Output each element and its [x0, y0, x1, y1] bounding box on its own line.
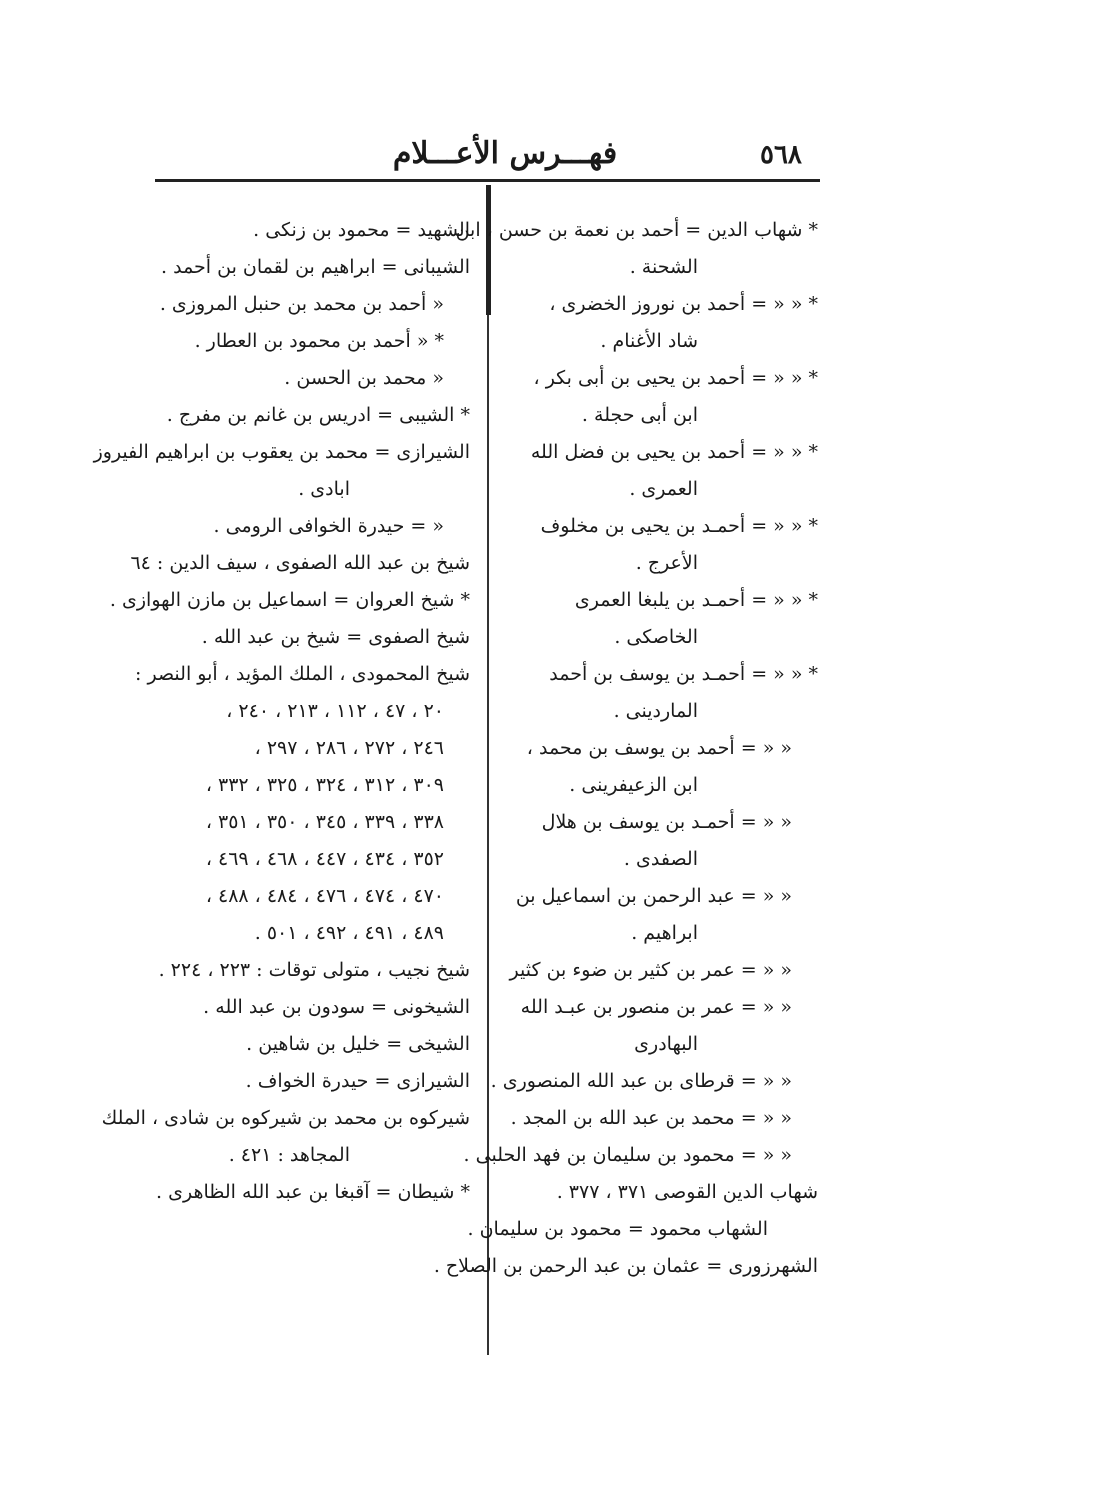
- index-entry-line: * الشيبى = ادريس بن غانم بن مفرج .: [166, 404, 470, 426]
- index-entry-line: « « = عمر بن منصور بن عبـد الله: [520, 996, 792, 1018]
- index-entry-line: * « « = أحمـد بن يحيى بن مخلوف: [540, 515, 818, 537]
- header-rule: [155, 179, 820, 182]
- index-entry-line: الأعرج .: [635, 552, 698, 574]
- index-entry-line: « « = محمد بن عبد الله بن المجد .: [510, 1107, 792, 1129]
- index-entry-line: « « = أحمـد بن يوسف بن هلال: [541, 811, 792, 833]
- index-entry-line: « « = عمر بن كثير بن ضوء بن كثير: [509, 959, 792, 981]
- page-header-title: فهـــرس الأعـــلام: [392, 136, 618, 171]
- index-entry-line: ٤٧٠ ، ٤٧٤ ، ٤٧٦ ، ٤٨٤ ، ٤٨٨ ،: [205, 885, 444, 907]
- index-entry-line: الماردينى .: [613, 700, 698, 722]
- index-entry-line: الشيرازى = حيدرة الخواف .: [245, 1070, 470, 1092]
- index-entry-line: الخاصكى .: [614, 626, 698, 648]
- index-entry-line: * شيطان = آقبغا بن عبد الله الظاهرى .: [156, 1181, 470, 1203]
- index-entry-line: * « أحمد بن محمود بن العطار .: [194, 330, 444, 352]
- index-entry-line: الشحنة .: [629, 256, 698, 278]
- index-entry-line: * « « = أحمد بن يحيى بن فضل الله: [530, 441, 818, 463]
- index-entry-line: الشيخى = خليل بن شاهين .: [246, 1033, 470, 1055]
- index-entry-line: ٢٤٦ ، ٢٧٢ ، ٢٨٦ ، ٢٩٧ ،: [254, 737, 444, 759]
- index-entry-line: الصفدى .: [623, 848, 698, 870]
- index-entry-line: ابراهيم .: [631, 922, 698, 944]
- index-entry-line: « « = قرطاى بن عبد الله المنصورى .: [490, 1070, 792, 1092]
- index-entry-line: الشهيد = محمود بن زنكى .: [253, 219, 470, 241]
- index-entry-line: * « « = أحمـد بن يوسف بن أحمد: [549, 663, 818, 685]
- index-entry-line: « محمد بن الحسن .: [284, 367, 444, 389]
- index-entry-line: شهاب الدين القوصى ٣٧١ ، ٣٧٧ .: [556, 1181, 818, 1203]
- left-column: [93, 212, 470, 1211]
- index-entry-line: الشيخونى = سودون بن عبد الله .: [203, 996, 470, 1018]
- index-entry-line: ٤٨٩ ، ٤٩١ ، ٤٩٢ ، ٥٠١ .: [254, 922, 444, 944]
- index-entry-line: « أحمد بن محمد بن حنبل المروزى .: [159, 293, 444, 315]
- index-entry-line: الشهاب محمود = محمود بن سليمان .: [467, 1218, 768, 1240]
- page-number: ٥٦٨: [760, 140, 802, 170]
- index-entry-line: المجاهد : ٤٢١ .: [228, 1144, 350, 1166]
- index-entry-line: * شيخ العروان = اسماعيل بن مازن الهوازى .: [109, 589, 470, 611]
- index-entry-line: شيخ الصفوى = شيخ بن عبد الله .: [201, 626, 470, 648]
- index-entry-line: * « « = أحمـد بن يلبغا العمرى: [574, 589, 818, 611]
- index-entry-line: ٣٣٨ ، ٣٣٩ ، ٣٤٥ ، ٣٥٠ ، ٣٥١ ،: [205, 811, 444, 833]
- index-entry-line: العمرى .: [629, 478, 698, 500]
- index-entry-line: ابادى .: [298, 478, 350, 500]
- column-divider: [487, 315, 489, 1355]
- index-entry-line: ٣٠٩ ، ٣١٢ ، ٣٢٤ ، ٣٢٥ ، ٣٣٢ ،: [205, 774, 444, 796]
- index-entry-line: * « « = أحمد بن يحيى بن أبى بكر ،: [533, 367, 818, 389]
- index-entry-line: « « = أحمد بن يوسف بن محمد ،: [526, 737, 792, 759]
- index-entry-line: شيركوه بن محمد بن شيركوه بن شادى ، الملك: [101, 1107, 470, 1129]
- index-entry-line: البهادرى: [634, 1033, 698, 1055]
- index-entry-line: * شهاب الدين = أحمد بن نعمة بن حسن ، ابن: [455, 219, 818, 241]
- index-entry-line: شاد الأغنام .: [600, 330, 698, 352]
- index-entry-line: الشهرزورى = عثمان بن عبد الرحمن بن الصلاح .: [433, 1255, 818, 1277]
- index-entry-line: شيخ المحمودى ، الملك المؤيد ، أبو النصر :: [135, 663, 470, 685]
- index-entry-line: ٣٥٢ ، ٤٣٤ ، ٤٤٧ ، ٤٦٨ ، ٤٦٩ ،: [205, 848, 444, 870]
- right-column: [433, 212, 818, 1285]
- index-entry-line: « = حيدرة الخوافى الرومى .: [213, 515, 444, 537]
- index-entry-line: الشيرازى = محمد بن يعقوب بن ابراهيم الفيروز: [93, 441, 470, 463]
- index-entry-line: شيخ بن عبد الله الصفوى ، سيف الدين : ٦٤: [130, 552, 470, 574]
- index-entry-line: « « = محمود بن سليمان بن فهد الحلبى .: [463, 1144, 792, 1166]
- index-entry-line: ٢٠ ، ٤٧ ، ١١٢ ، ٢١٣ ، ٢٤٠ ،: [226, 700, 444, 722]
- index-entry-line: ابن أبى حجلة .: [581, 404, 698, 426]
- index-entry-line: الشيبانى = ابراهيم بن لقمان بن أحمد .: [161, 256, 470, 278]
- index-entry-line: شيخ نجيب ، متولى توقات : ٢٢٣ ، ٢٢٤ .: [158, 959, 470, 981]
- index-entry-line: ابن الزعيفرينى .: [569, 774, 698, 796]
- index-entry-line: « « = عبد الرحمن بن اسماعيل بن: [515, 885, 792, 907]
- column-divider-top: [486, 185, 491, 315]
- index-entry-line: * « « = أحمد بن نوروز الخضرى ،: [549, 293, 818, 315]
